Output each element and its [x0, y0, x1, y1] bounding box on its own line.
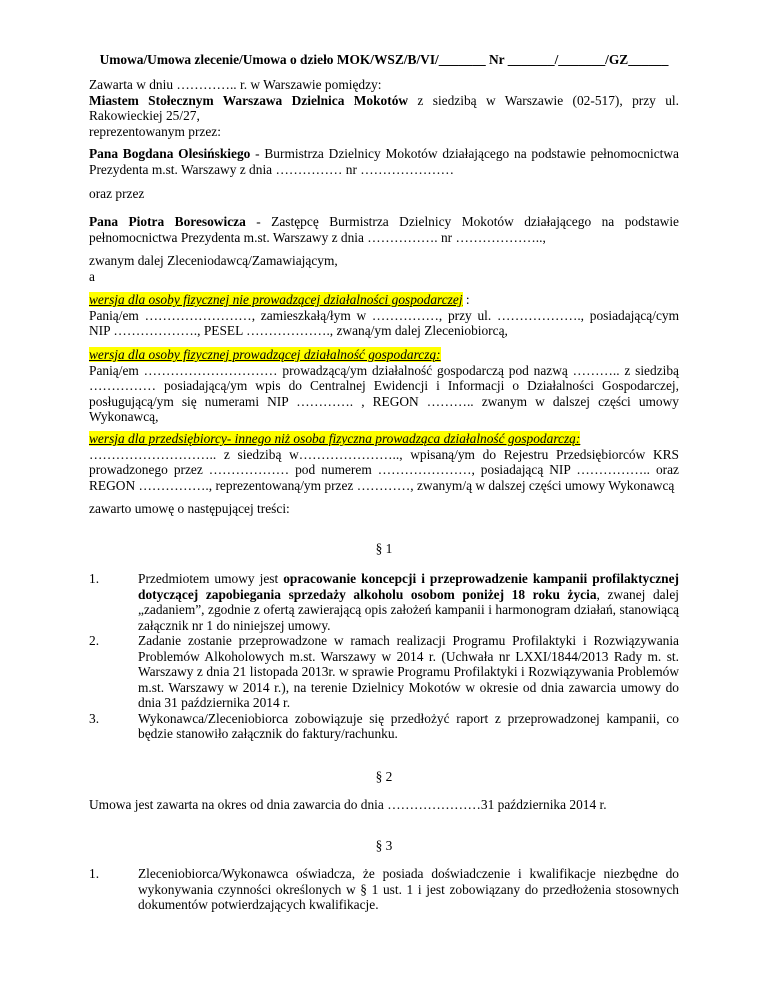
a-line: a [89, 268, 95, 284]
party-address: z siedzibą w Warszawie (02-517), przy ul. Rakowieckiej 25/27, [89, 92, 679, 123]
item-text: Zadanie zostanie przeprowadzone w ramach realizacji Programu Profilaktyki i Rozwiązywania Problemów Alkoholowych m.st. Warszawy w 2014 r. (Uchwała nr LXXI/1844/2013 Rady m. st. Warszawy z dnia 21 listopada 2013r. w sprawie Programu Profilaktyki i Rozwiązywania Problemów m.st. Warszawy w 2014 r.), na terenie Dzielnicy Mokotów w okresie od dnia zawarcia umowy do dnia 31 października 2014 r. [138, 633, 679, 710]
intro-represented: reprezentowanym przez: [89, 123, 221, 139]
intro-date-line: Zawarta w dniu ………….. r. w Warszawie pomiędzy: [89, 77, 382, 92]
section-2-heading: § 2 [375, 769, 393, 784]
variant-3-text: ……………………….. z siedzibą w………………….., wpisaną/ym do Rejestru Przedsiębiorców KRS prowadzonego przez ……………… pod numerem …………………, posiadającą NIP …………….. oraz REGON ……………., reprezentowaną/ym przez …………, zwanym/ą w dalszej części umowy Wykonawcą [89, 446, 679, 493]
zwanym-block [89, 253, 679, 284]
list-item [89, 571, 679, 633]
rep1-text: - Burmistrza Dzielnicy Mokotów działającego na podstawie pełnomocnictwa Prezydenta m.st. Warszawy z dnia …………… nr ………………… [89, 146, 679, 177]
intro-block [89, 77, 679, 139]
party-name: Miastem Stołecznym Warszawa Dzielnica Mokotów [89, 92, 409, 108]
variant-1-heading: wersja dla osoby fizycznej nie prowadzącej działalności gospodarczej [89, 292, 463, 307]
item-text: Wykonawca/Zleceniobiorca zobowiązuje się przedłożyć raport z przeprowadzonej kampanii, co będzie stanowiło załącznik do faktury/rachunku. [138, 710, 679, 741]
variant-2-heading: wersja dla osoby fizycznej prowadzącej działalność gospodarczą: [89, 347, 441, 362]
item-bold-text: opracowanie koncepcji i przeprowadzenie kampanii profilaktycznej dotyczącej zapobiegania sprzedaży alkoholu osobom poniżej 18 roku życia [138, 571, 679, 602]
section-3-heading: § 3 [375, 838, 393, 853]
list-item [89, 711, 679, 742]
item-text-tail: , zwanej dalej „zadaniem”, zgodnie z ofertą zawierającą opis założeń kampanii i harmonogram działań, stanowiącą załącznik nr 1 do niniejszej umowy. [138, 586, 679, 633]
oraz-line: oraz przez [89, 186, 145, 201]
variant-3-block [89, 431, 679, 493]
section-2-text: Umowa jest zawarta na okres od dnia zawarcia do dnia …………………31 października 2014 r. [89, 797, 607, 812]
zwanym-line: zwanym dalej Zleceniodawcą/Zamawiającym, [89, 253, 338, 268]
rep1-name: Pana Bogdana Olesińskiego [89, 146, 251, 161]
list-number: 1. [89, 571, 100, 586]
variant-1-heading-suffix: : [462, 292, 470, 307]
variant-1-block [89, 292, 679, 339]
document-title: Umowa/Umowa zlecenie/Umowa o dzieło MOK/WSZ/B/VI/_______ Nr _______/_______/GZ______ [99, 52, 669, 67]
section-1-list [89, 571, 679, 742]
rep2-name: Pana Piotra Boresowicza [89, 214, 246, 229]
list-number: 3. [89, 710, 100, 726]
item-text: Przedmiotem umowy jest [138, 571, 284, 586]
list-item [89, 633, 679, 711]
representative-2 [89, 214, 679, 245]
item-text: Zleceniobiorca/Wykonawca oświadcza, że posiada doświadczenie i kwalifikacje niezbędne do wykonywania czynności określonych w § 1 ust. 1 i jest zobowiązany do przedłożenia stosownych dokumentów potwierdzających kwalifikacje. [138, 866, 679, 912]
zawarto-line: zawarto umowę o następującej treści: [89, 501, 290, 516]
variant-2-block [89, 347, 679, 425]
representative-1 [89, 146, 679, 177]
list-number: 1. [89, 866, 100, 881]
intro-party [89, 93, 679, 124]
section-1-heading: § 1 [375, 541, 393, 556]
variant-3-heading: wersja dla przedsiębiorcy- innego niż osoba fizyczna prowadząca działalność gospodarczą: [89, 431, 581, 446]
list-number: 2. [89, 633, 100, 648]
rep2-text: - Zastępcę Burmistrza Dzielnicy Mokotów działającego na podstawie pełnomocnictwa Prezydenta m.st. Warszawy z dnia ……………. nr ……………….., [89, 214, 680, 245]
section-3-list [89, 866, 679, 913]
list-item [89, 866, 679, 913]
variant-2-text: Panią/em ………………………… prowadzącą/ym działalność gospodarczą pod nazwą ……….. z siedzibą …………… posiadającą/ym wpis do Centralnej Ewidencji i Informacji o Działalności Gospodarczej, posługującą/ym się numerami NIP …………. , REGON ……….. zwanym w dalszej części umowy Wykonawcą, [89, 362, 679, 424]
variant-1-text: Panią/em ……………………, zamieszkałą/łym w ……………, przy ul. ………………., posiadającą/cym NIP ………………., PESEL ………………., zwaną/ym dalej Zleceniobiorcą, [89, 307, 679, 338]
